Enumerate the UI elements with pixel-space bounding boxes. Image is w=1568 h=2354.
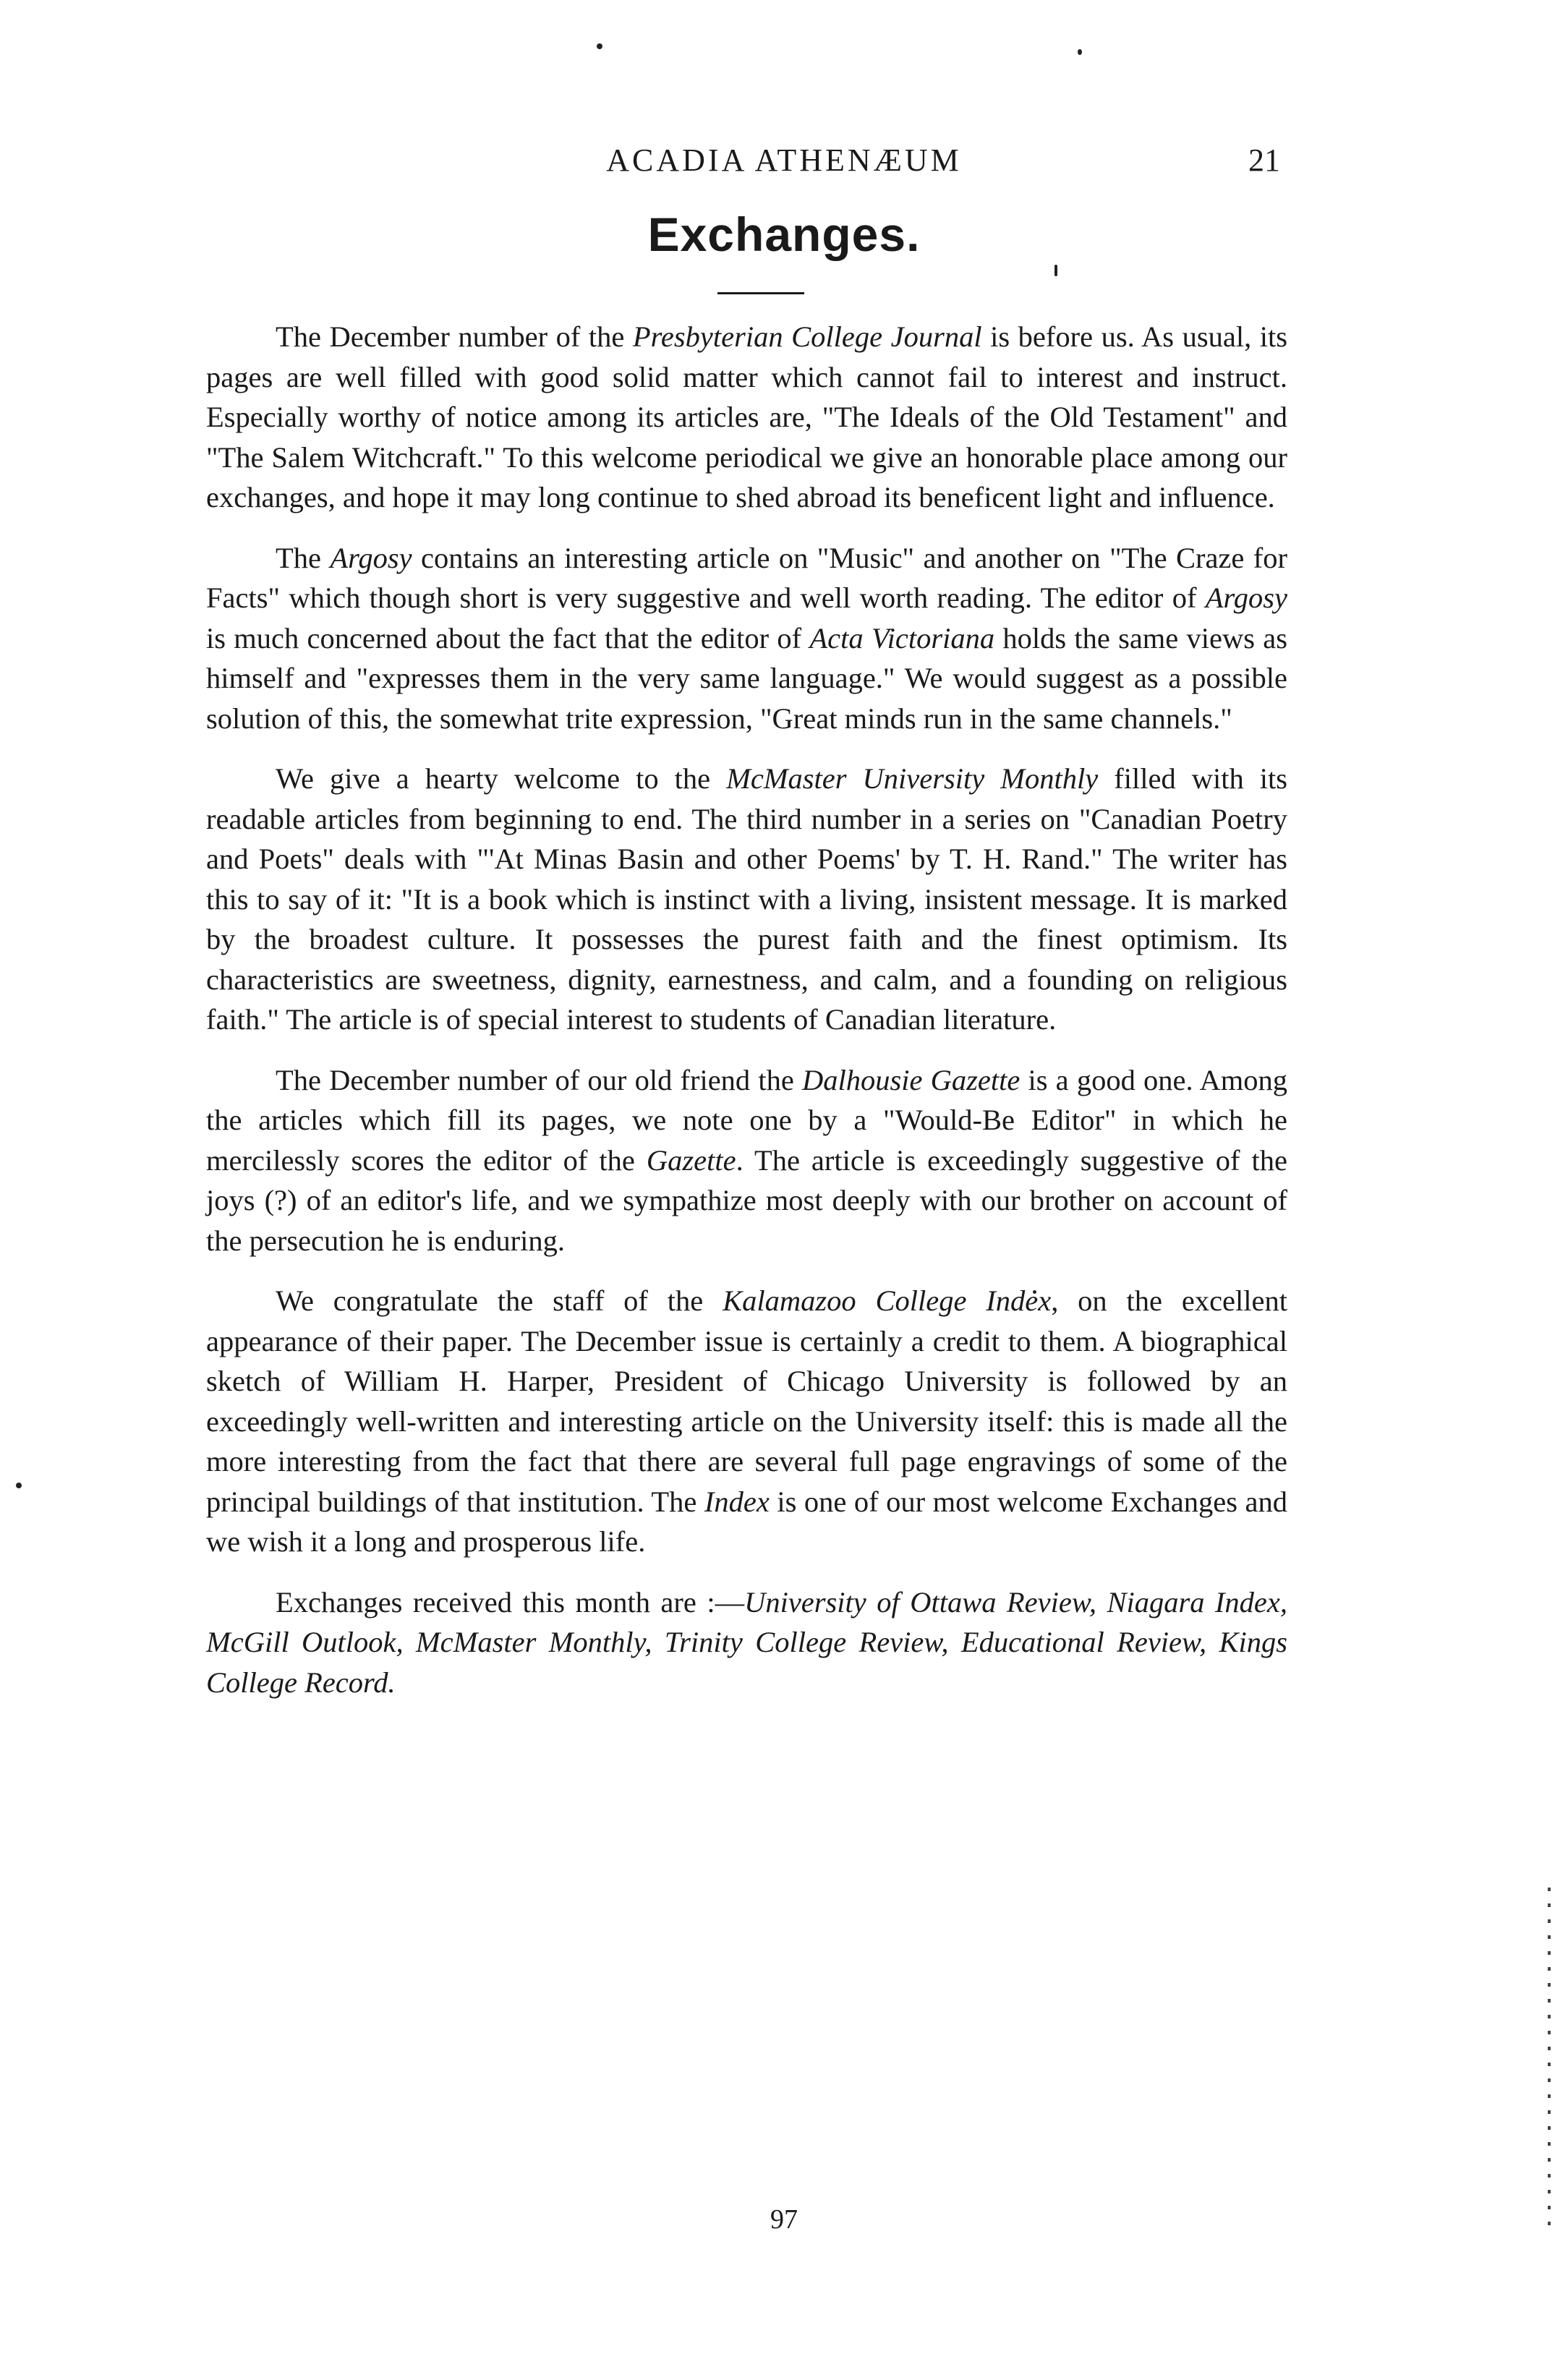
paragraph-text: is a good one. Among the articles which fill its pages, we note one by a "Would-Be Editor" in which he mercilessly scores the editor of the — [206, 1063, 1287, 1177]
scan-edge-marks — [1548, 1888, 1551, 2227]
paragraph-text: holds the same views as himself and "expresses them in the very same language." We would suggest as a possible solution of this, the somewhat trite expression, "Great minds run in the same channels." — [206, 621, 1287, 735]
print-speck — [1054, 265, 1057, 276]
paragraph-text: is before us. As usual, its pages are well filled with good solid matter which cannot fail to interest and instruct. Especially worthy of notice among its articles are, "The Ideals of the Old Testament" and "The Salem Witchcraft." To this welcome periodical we give an honorable place among our exchanges, and hope it may long continue to shed abroad its beneficent light and influence. — [206, 320, 1287, 513]
article-paragraph — [206, 317, 1287, 518]
article-title: Exchanges. — [647, 208, 921, 261]
paragraph-text: contains an interesting article on "Music" and another on "The Craze for Facts" which though short is very suggestive and well worth reading. The editor of — [206, 541, 1287, 614]
italic-title-text: Acta Victoriana — [809, 621, 995, 654]
italic-title-text: Gazette — [646, 1143, 736, 1177]
paragraph-text: The December number of our old friend the — [276, 1063, 802, 1096]
paragraph-text: , on the excellent appearance of their paper. The December issue is certainly a credit to them. A biographical sketch of William H. Harper, President of Chicago University is followed by an exceedingly well-written and interesting article on the University itself: this is made all the more interesting from the fact that there are several full page engravings of some of the principal buildings of that institution. The — [206, 1284, 1288, 1518]
paragraph-text: The — [276, 541, 331, 574]
print-speck — [597, 43, 602, 49]
article-paragraph — [206, 759, 1287, 1040]
running-title: ACADIA ATHENÆUM — [606, 142, 962, 178]
header-page-number: 21 — [1248, 142, 1280, 178]
article-body — [206, 317, 1287, 1723]
paragraph-text: The December number of the — [276, 320, 633, 353]
article-paragraph — [206, 1281, 1287, 1562]
paragraph-text: We give a hearty welcome to the — [276, 762, 727, 795]
italic-title-text: Kalamazoo College Index — [723, 1284, 1052, 1317]
italic-title-text: Dalhousie Gazette — [801, 1063, 1021, 1096]
article-paragraph — [206, 1582, 1287, 1703]
paragraph-text: is much concerned about the fact that the editor of — [206, 621, 810, 654]
title-rule — [717, 292, 804, 294]
italic-title-text: Index — [704, 1485, 770, 1518]
print-speck — [16, 1483, 22, 1488]
paragraph-text: We congratulate the staff of the — [276, 1284, 723, 1317]
running-header — [0, 142, 1568, 185]
italic-title-text: Argosy — [330, 541, 412, 574]
italic-title-text: Argosy — [1205, 581, 1287, 614]
paragraph-text: is one of our most welcome Exchanges and we wish it a long and prosperous life. — [206, 1485, 1288, 1558]
paragraph-text: . The article is exceedingly suggestive of the joys (?) of an editor's life, and we sympathize most deeply with our brother on account of the persecution he is enduring. — [206, 1143, 1287, 1257]
italic-title-text: Presbyterian College Journal — [632, 320, 982, 353]
article-paragraph — [206, 1060, 1287, 1261]
print-speck — [1078, 49, 1082, 55]
footer-page-number: 97 — [770, 2204, 798, 2235]
paragraph-text: Exchanges received this month are :— — [276, 1585, 745, 1619]
paragraph-text: filled with its readable articles from beginning to end. The third number in a series on "Canadian Poetry and Poets" deals with "'At Minas Basin and other Poems' by T. H. Rand." The writer has this to say of it: "It is a book which is instinct with a living, insistent message. It is marked by the broadest culture. It possesses the purest faith and the finest optimism. Its characteristics are sweetness, dignity, earnestness, and calm, and a founding on religious faith." The article is of special interest to students of Canadian literature. — [206, 762, 1287, 1036]
article-paragraph — [206, 538, 1287, 739]
italic-title-text: University of Ottawa Review, Niagara Index, McGill Outlook, McMaster Monthly, Trinity College Review, Educational Review, Kings College Record. — [206, 1585, 1287, 1699]
italic-title-text: McMaster University Monthly — [726, 762, 1099, 795]
